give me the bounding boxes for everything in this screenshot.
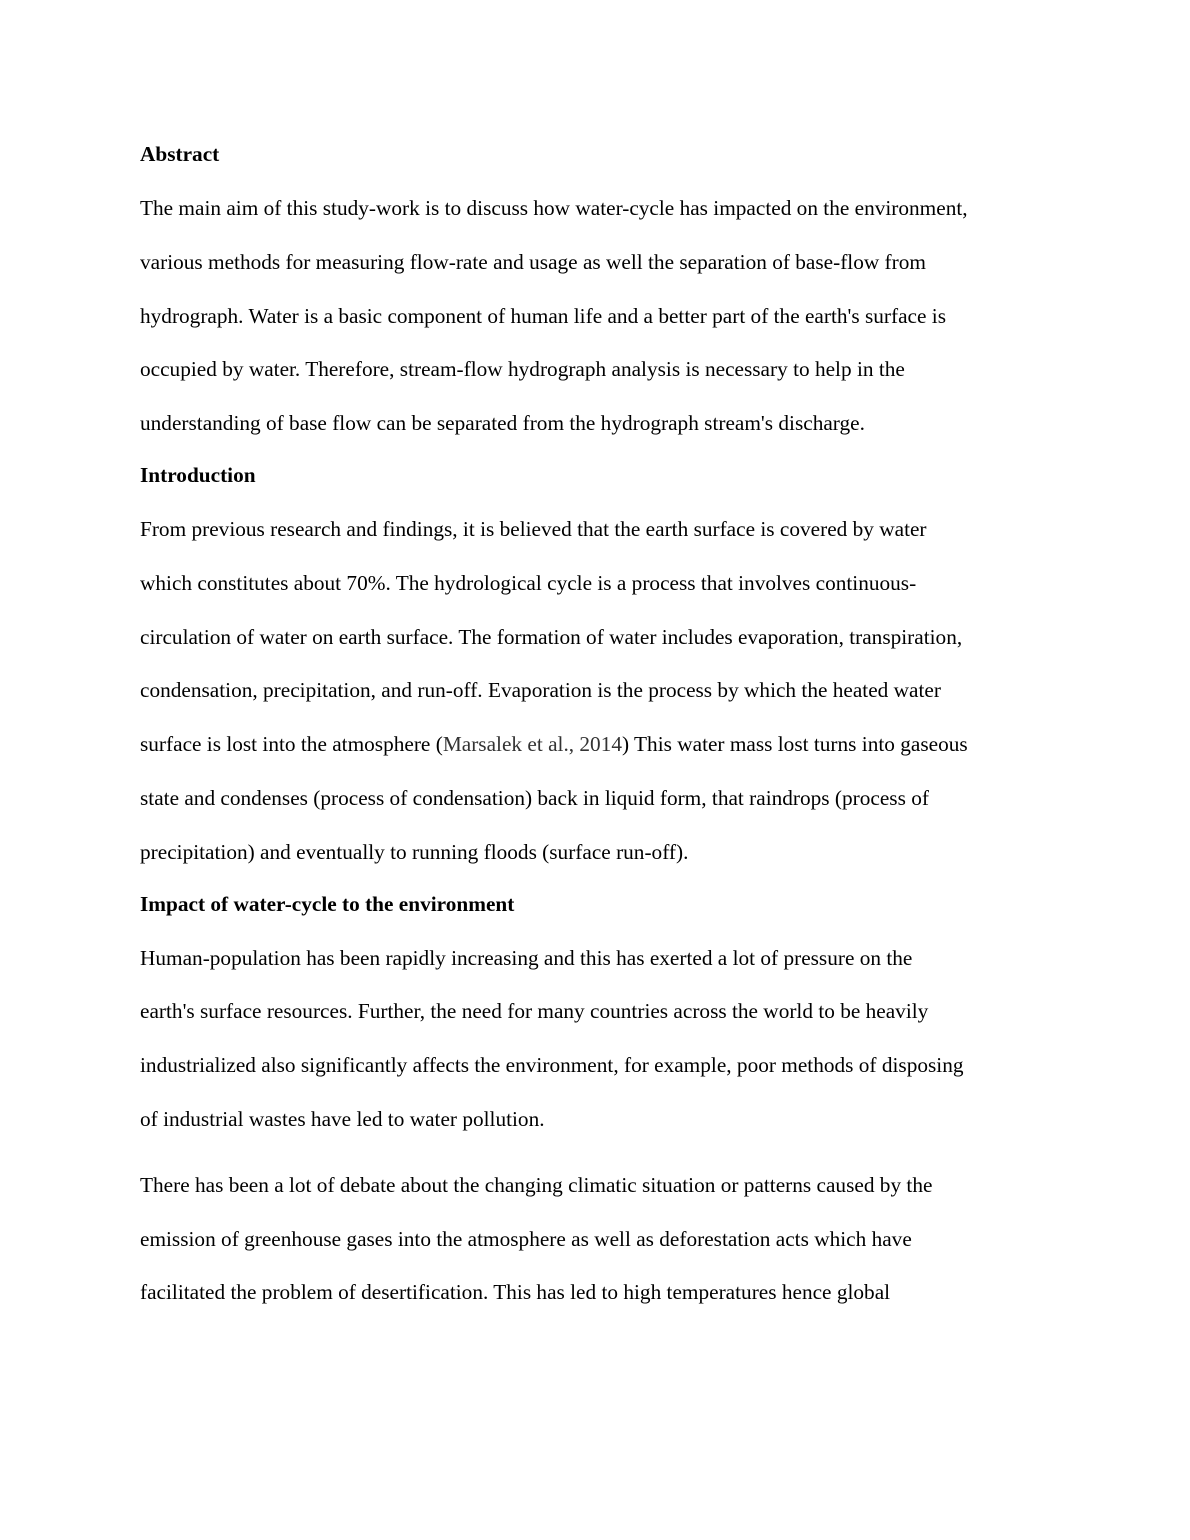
introduction-heading: Introduction	[140, 462, 256, 487]
text-line: understanding of base flow can be separated from the hydrograph stream's discharge.	[140, 411, 865, 436]
impact-heading: Impact of water-cycle to the environment	[140, 891, 515, 916]
text-line: precipitation) and eventually to running floods (surface run-off).	[140, 839, 689, 864]
introduction-paragraph	[140, 503, 1055, 880]
impact-paragraph-1	[140, 932, 1055, 1147]
text-line: hydrograph. Water is a basic component of human life and a better part of the earth's surface is	[140, 303, 946, 328]
text-line: The main aim of this study-work is to discuss how water-cycle has impacted on the environment,	[140, 196, 968, 220]
text-line: facilitated the problem of desertification. This has led to high temperatures hence global	[140, 1280, 891, 1305]
text-line: There has been a lot of debate about the changing climatic situation or patterns caused by the	[140, 1172, 933, 1197]
document-page	[140, 130, 1055, 1320]
text-line: condensation, precipitation, and run-off. Evaporation is the process by which the heated water	[140, 678, 941, 703]
text-line: From previous research and findings, it is believed that the earth surface is covered by water	[140, 516, 927, 541]
text-segment: ) This water mass lost turns into gaseous	[622, 732, 968, 757]
text-line: state and condenses (process of condensation) back in liquid form, that raindrops (process of	[140, 785, 929, 810]
impact-paragraph-2	[140, 1159, 1055, 1320]
text-line: industrialized also significantly affects the environment, for example, poor methods of disposing	[140, 1053, 964, 1078]
text-line: various methods for measuring flow-rate and usage as well the separation of base-flow from	[140, 249, 926, 274]
text-line: Human-population has been rapidly increasing and this has exerted a lot of pressure on the	[140, 945, 913, 970]
citation-text-line	[140, 718, 1055, 772]
text-line: emission of greenhouse gases into the atmosphere as well as deforestation acts which have	[140, 1226, 912, 1251]
text-line: of industrial wastes have led to water pollution.	[140, 1106, 545, 1131]
abstract-heading: Abstract	[140, 142, 220, 166]
text-line: circulation of water on earth surface. The formation of water includes evaporation, transpiration,	[140, 624, 963, 649]
text-line: earth's surface resources. Further, the need for many countries across the world to be heavily	[140, 999, 929, 1024]
text-line: which constitutes about 70%. The hydrological cycle is a process that involves continuous-	[140, 570, 917, 595]
citation-link[interactable]: Marsalek et al., 2014	[442, 732, 623, 757]
text-line: occupied by water. Therefore, stream-flow hydrograph analysis is necessary to help in the	[140, 357, 905, 382]
abstract-paragraph	[140, 182, 1055, 451]
text-segment: surface is lost into the atmosphere (	[140, 732, 443, 757]
